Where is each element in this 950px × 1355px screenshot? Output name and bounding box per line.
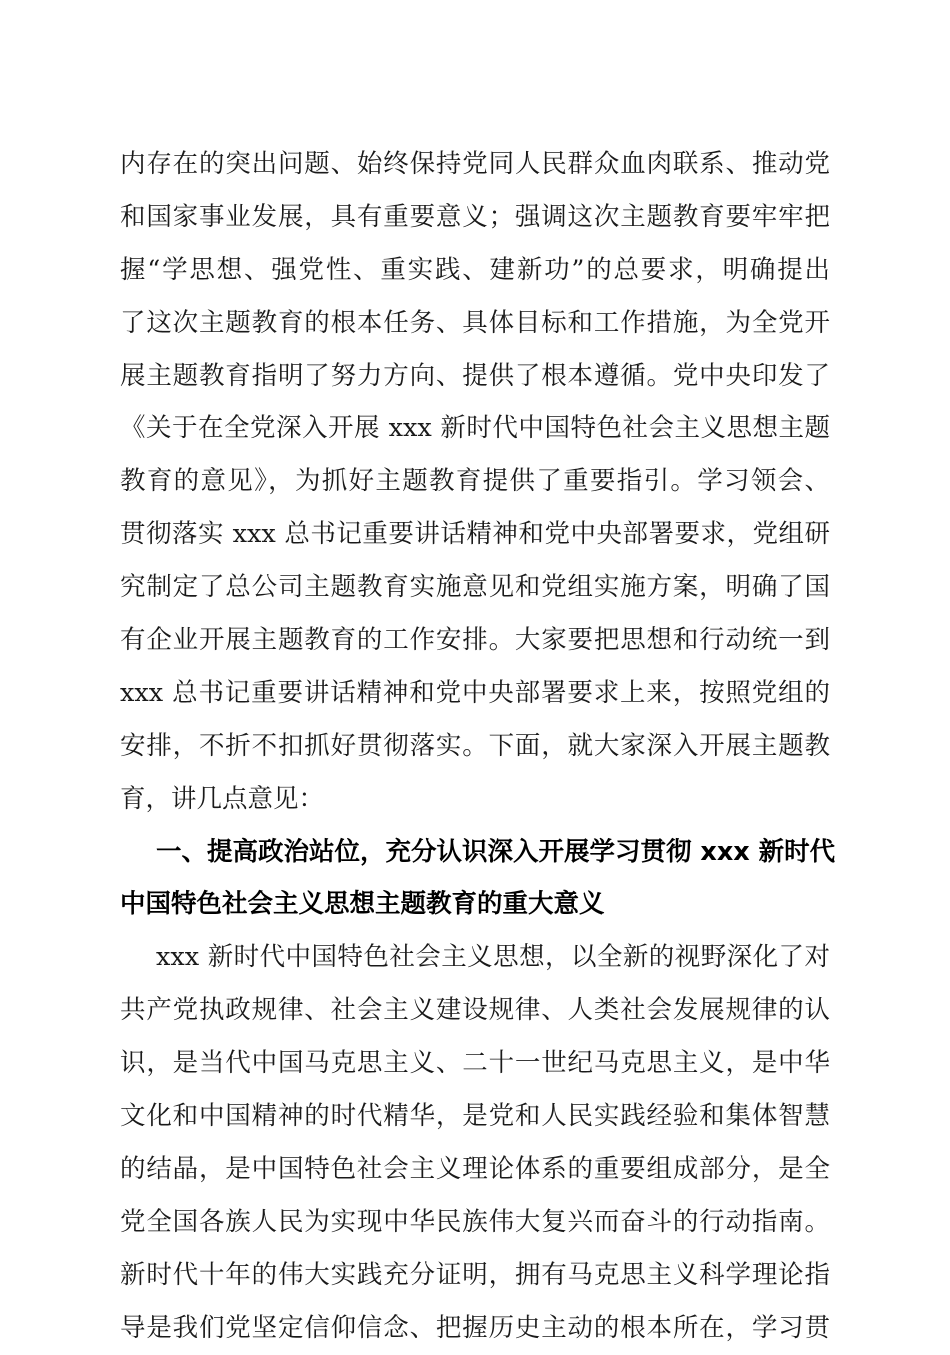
- section-heading: 中国特色社会主义思想主题教育的重大意义: [120, 889, 605, 920]
- body-line: 导是我们党坚定信仰信念、把握历史主动的根本所在，学习贯: [120, 1312, 830, 1343]
- body-line: 识，是当代中国马克思主义、二十一世纪马克思主义，是中华: [120, 1048, 830, 1079]
- intro-line: 有企业开展主题教育的工作安排。大家要把思想和行动统一到: [120, 625, 830, 656]
- intro-line: 和国家事业发展，具有重要意义；强调这次主题教育要牢牢把: [120, 201, 830, 232]
- intro-line: 内存在的突出问题、始终保持党同人民群众血肉联系、推动党: [120, 149, 830, 179]
- intro-line: 育，讲几点意见：: [120, 783, 325, 814]
- section-heading: 一、提高政治站位，充分认识深入开展学习贯彻 xxx 新时代: [156, 836, 836, 867]
- intro-line: 了这次主题教育的根本任务、具体目标和工作措施，为全党开: [120, 307, 830, 338]
- intro-line: 安排，不折不扣抓好贯彻落实。下面，就大家深入开展主题教: [120, 730, 830, 761]
- body-line: 的结晶，是中国特色社会主义理论体系的重要组成部分，是全: [120, 1153, 830, 1184]
- document-body: [120, 138, 836, 1354]
- intro-line: 展主题教育指明了努力方向、提供了根本遵循。党中央印发了: [120, 360, 830, 391]
- intro-line: 握“学思想、强党性、重实践、建新功”的总要求，明确提出: [120, 254, 830, 285]
- body-line: xxx 新时代中国特色社会主义思想，以全新的视野深化了对: [156, 942, 830, 973]
- body-line: 党全国各族人民为实现中华民族伟大复兴而奋斗的行动指南。: [120, 1206, 830, 1237]
- intro-line: 究制定了总公司主题教育实施意见和党组实施方案，明确了国: [120, 572, 830, 603]
- intro-line: 教育的意见》，为抓好主题教育提供了重要指引。学习领会、: [120, 466, 830, 497]
- body-line: 文化和中国精神的时代精华，是党和人民实践经验和集体智慧: [120, 1101, 830, 1132]
- intro-line: 贯彻落实 xxx 总书记重要讲话精神和党中央部署要求，党组研: [120, 519, 830, 550]
- body-line: 新时代十年的伟大实践充分证明，拥有马克思主义科学理论指: [120, 1259, 830, 1290]
- body-line: 共产党执政规律、社会主义建设规律、人类社会发展规律的认: [120, 995, 830, 1026]
- intro-line: 《关于在全党深入开展 xxx 新时代中国特色社会主义思想主题: [120, 413, 830, 444]
- intro-line: xxx 总书记重要讲话精神和党中央部署要求上来，按照党组的: [120, 677, 830, 708]
